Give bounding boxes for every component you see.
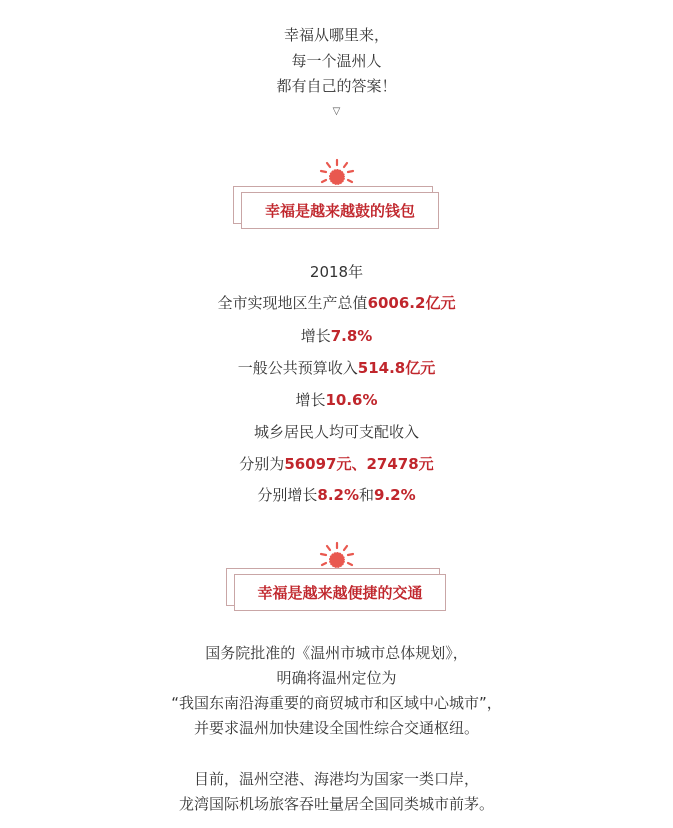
- budget-growth-value: 10.6%: [325, 391, 378, 409]
- income-growth-mid: 和: [359, 486, 375, 504]
- budget-growth-prefix: 增长: [295, 391, 326, 409]
- budget-growth-line: [0, 389, 673, 411]
- gdp-growth-prefix: 增长: [300, 327, 331, 345]
- intro-line-1: 幸福从哪里来，: [283, 26, 389, 44]
- year-label: 2018年: [309, 263, 364, 281]
- income-growth-prefix: 分别增长: [257, 486, 318, 504]
- budget-line: [0, 357, 673, 379]
- income-growth-a: 8.2%: [317, 486, 359, 504]
- gdp-growth-line: [0, 325, 673, 347]
- income-growth-b: 9.2%: [374, 486, 416, 504]
- income-prefix: 分别为: [239, 455, 285, 473]
- income-growth-line: [0, 484, 673, 506]
- paragraph-1-line-2: 明确将温州定位为: [276, 669, 397, 687]
- gdp-prefix: 全市实现地区生产总值: [217, 294, 368, 312]
- intro-line-3: 都有自己的答案！: [276, 77, 397, 95]
- section-title-wealth: 幸福是越来越鼓的钱包: [241, 192, 439, 229]
- paragraph-2-line-1: 目前，温州空港、海港均为国家一类口岸，: [193, 770, 479, 788]
- paragraph-1-line-4: 并要求温州加快建设全国性综合交通枢纽。: [193, 719, 479, 737]
- gdp-line: [0, 292, 673, 314]
- down-triangle-icon: ▽: [332, 106, 341, 117]
- paragraph-1-line-1: 国务院批准的《温州市城市总体规划》，: [205, 644, 468, 662]
- gdp-value: 6006.2亿元: [367, 294, 456, 312]
- paragraph-1-line-3: “我国东南沿海重要的商贸城市和区域中心城市”，: [171, 694, 502, 712]
- section-title-traffic: 幸福是越来越便捷的交通: [234, 574, 446, 611]
- gdp-growth-value: 7.8%: [330, 327, 373, 345]
- income-value: 56097元、27478元: [284, 455, 434, 473]
- budget-prefix: 一般公共预算收入: [237, 359, 358, 377]
- income-line: [0, 453, 673, 475]
- income-label: 城乡居民人均可支配收入: [253, 423, 419, 441]
- budget-value: 514.8亿元: [357, 359, 436, 377]
- intro-line-2: 每一个温州人: [291, 52, 382, 70]
- paragraph-2-line-2: 龙湾国际机场旅客吞吐量居全国同类城市前茅。: [178, 795, 494, 813]
